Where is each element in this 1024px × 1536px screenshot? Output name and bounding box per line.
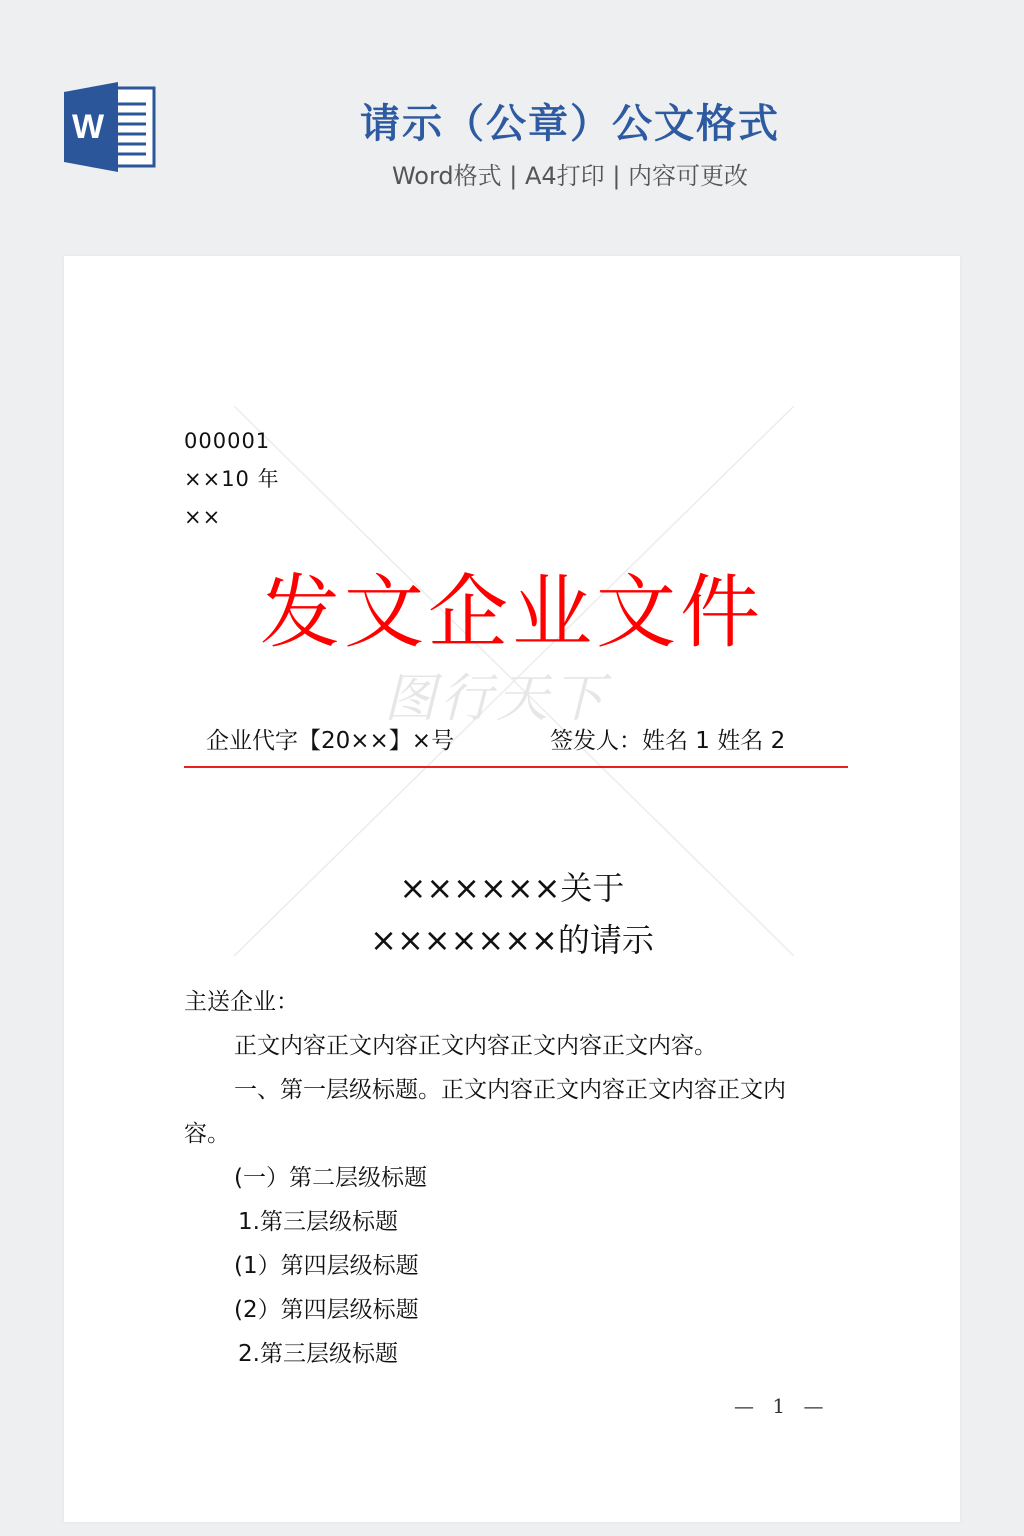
page-number: — 1 —	[734, 1394, 830, 1418]
signer: 签发人：姓名 1 姓名 2	[550, 728, 786, 754]
recipient-line: 主送企业：	[184, 989, 299, 1015]
word-document-icon	[64, 82, 158, 172]
level4-heading: (2）第四层级标题	[234, 1297, 419, 1323]
page-title: 请示（公章）公文格式	[360, 101, 780, 147]
document-title	[64, 862, 960, 966]
level3-heading: 2.第三层级标题	[238, 1341, 398, 1367]
body-paragraph: 正文内容正文内容正文内容正文内容正文内容。	[234, 1033, 717, 1059]
issuer-heading: 发文企业文件	[260, 566, 764, 659]
document-page	[64, 256, 960, 1522]
meta-line: ××	[184, 505, 222, 529]
watermark-text: 图行天下	[384, 669, 609, 729]
body-paragraph-continuation: 容。	[184, 1121, 230, 1147]
meta-line: ××10 年	[184, 467, 280, 491]
document-meta	[184, 422, 280, 536]
level1-heading: 一、第一层级标题。正文内容正文内容正文内容正文内	[234, 1077, 786, 1103]
red-separator	[184, 766, 848, 768]
level2-heading: (一）第二层级标题	[234, 1165, 427, 1191]
title-line: ×××××××的请示	[370, 921, 654, 959]
level3-heading: 1.第三层级标题	[238, 1209, 398, 1235]
document-number: 企业代字【20××】×号	[206, 728, 455, 754]
document-body	[184, 980, 848, 1376]
level4-heading: (1）第四层级标题	[234, 1253, 419, 1279]
title-line: ××××××关于	[399, 869, 625, 907]
word-icon-letter: W	[71, 108, 105, 146]
meta-line: 000001	[184, 429, 271, 453]
page-subtitle: Word格式 | A4打印 | 内容可更改	[391, 162, 749, 190]
header	[0, 0, 1024, 240]
